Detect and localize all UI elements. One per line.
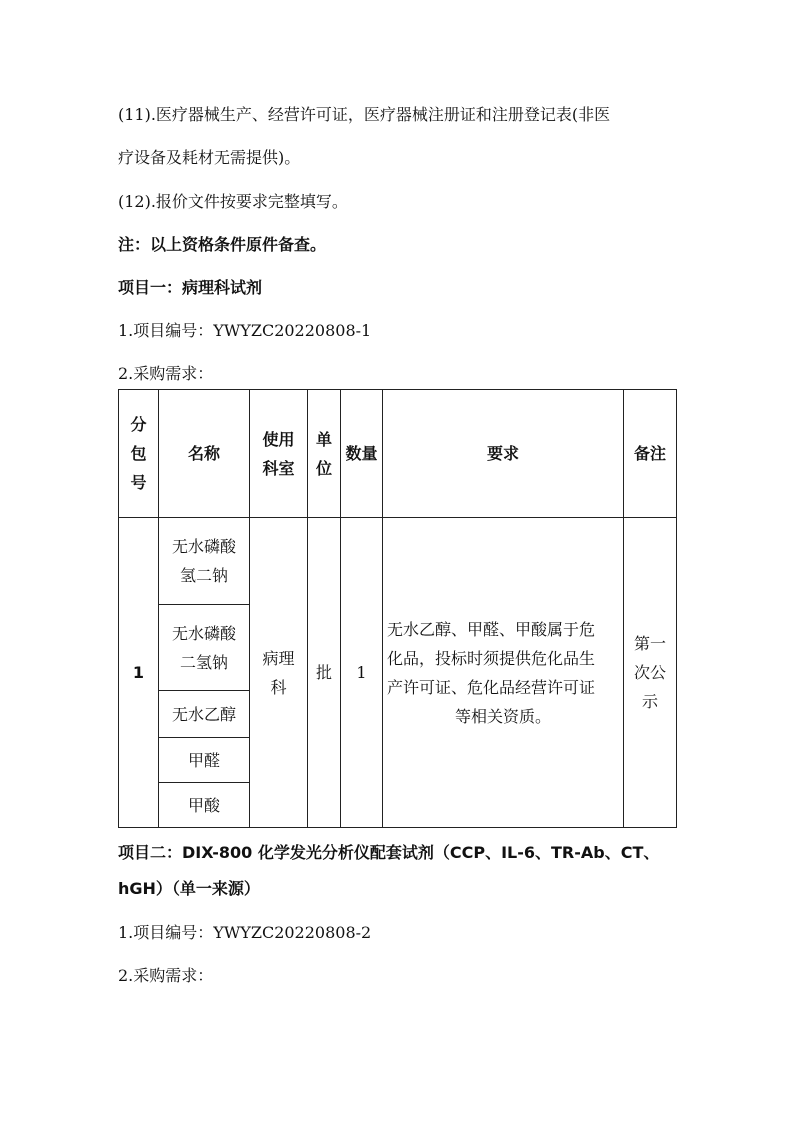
header-unit: 单 位: [308, 390, 341, 518]
header-qty: 数量: [341, 390, 383, 518]
header-name: 名称: [159, 390, 250, 518]
cell-item-3: 无水乙醇: [159, 691, 250, 738]
header-pkg: 分 包 号: [119, 390, 159, 518]
procurement-table: [118, 389, 677, 828]
intro-line-1: (11).医疗器械生产、经营许可证，医疗器械注册证和注册登记表(非医: [118, 105, 611, 124]
cell-item-4: 甲醛: [159, 738, 250, 783]
cell-req: 无水乙醇、甲醛、甲酸属于危 化品，投标时须提供危化品生 产许可证、危化品经营许可证 等相关资质。: [383, 518, 624, 828]
header-req: 要求: [383, 390, 624, 518]
cell-item-1: 无水磷酸 氢二钠: [159, 518, 250, 605]
header-remark: 备注: [624, 390, 677, 518]
intro-line-2: 疗设备及耗材无需提供)。: [118, 148, 301, 167]
cell-remark: 第一 次公 示: [624, 518, 677, 828]
project2-title-line-1: 项目二：DIX-800 化学发光分析仪配套试剂（CCP、IL-6、TR-Ab、CT、: [118, 843, 660, 862]
intro-line-3: (12).报价文件按要求完整填写。: [118, 192, 348, 211]
cell-dept: 病理 科: [250, 518, 308, 828]
cell-pkg: 1: [119, 518, 159, 828]
project2-req-label: 2.采购需求：: [118, 966, 214, 985]
note-line: 注：以上资格条件原件备查。: [118, 235, 327, 254]
cell-qty: 1: [341, 518, 383, 828]
project1-title: 项目一：病理科试剂: [118, 278, 263, 297]
project2-title-line-2: hGH）（单一来源）: [118, 879, 260, 898]
cell-unit: 批: [308, 518, 341, 828]
table-header-row: [119, 390, 677, 518]
project1-number: 1.项目编号：YWYZC20220808-1: [118, 321, 372, 340]
project1-req-label: 2.采购需求：: [118, 364, 214, 383]
table-row: [119, 518, 677, 605]
cell-item-5: 甲酸: [159, 783, 250, 828]
header-dept: 使用 科室: [250, 390, 308, 518]
project2-number: 1.项目编号：YWYZC20220808-2: [118, 923, 372, 942]
cell-item-2: 无水磷酸 二氢钠: [159, 605, 250, 691]
